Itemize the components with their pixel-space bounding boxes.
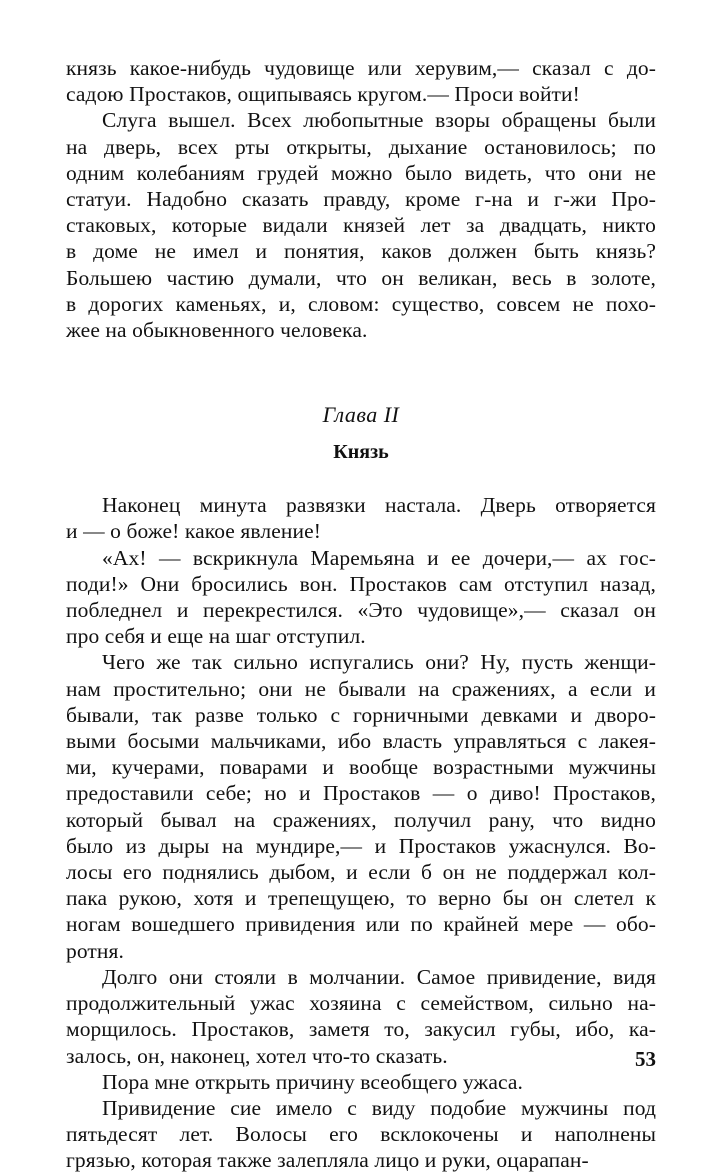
text-line: побледнел и перекрестился. «Это чудовище»,— сказал он (66, 598, 656, 623)
text-line: лосы его поднялись дыбом, и если б он не поддержал кол- (66, 860, 656, 885)
text-line: жее на обыкновенного человека. (66, 318, 368, 343)
page-number: 53 (635, 1047, 656, 1071)
text-line: на дверь, всех рты открыты, дыхание остановилось; по (66, 134, 656, 159)
text-line: в дорогих каменьях, и, словом: существо, совсем не похо- (66, 291, 656, 316)
text-line: Пора мне открыть причину всеобщего ужаса. (102, 1069, 524, 1094)
text-line: выми босыми мальчиками, ибо власть управляться с лакея- (66, 729, 656, 754)
text-line: морщилось. Простаков, заметя то, закусил губы, ибо, ка- (66, 1017, 656, 1042)
text-line: Долго они стояли в молчании. Самое привидение, видя (102, 964, 656, 989)
text-line: статуи. Надобно сказать правду, кроме г-на и г-жи Про- (66, 187, 656, 212)
text-line: Наконец минута развязки настала. Дверь отворяется (102, 493, 656, 518)
text-line: поди!» Они бросились вон. Простаков сам отступил назад, (66, 571, 656, 596)
text-line: продолжительный ужас хозяина с семейством, сильно на- (66, 991, 656, 1016)
section-gap (66, 343, 656, 401)
paragraph (66, 649, 656, 963)
text-after (66, 492, 656, 1173)
text-line: ногам вошедшего привидения или по крайней мере — обо- (66, 912, 656, 937)
text-line: пятьдесят лет. Волосы его всклокочены и наполнены (66, 1122, 656, 1147)
text-line: в доме не имел и понятия, каков должен быть князь? (66, 239, 656, 264)
text-line: было из дыры на мундире,— и Простаков ужаснулся. Во- (66, 833, 656, 858)
text-before (66, 55, 656, 343)
text-line: Чего же так сильно испугались они? Ну, пусть женщи- (102, 650, 656, 675)
page-body (66, 55, 656, 1174)
text-line: пака рукою, хотя и трепещущею, то верно бы он слетел к (66, 886, 656, 911)
text-line: Слуга вышел. Всех любопытные взоры обращены были (102, 108, 656, 133)
paragraph (66, 1095, 656, 1174)
text-line: нам простительно; они не бывали на сражениях, а если и (66, 676, 656, 701)
text-line: бывали, так разве только с горничными девками и дворо- (66, 702, 656, 727)
text-line: предоставили себе; но и Простаков — о диво! Простаков, (66, 781, 656, 806)
text-line: и — о боже! какое явление! (66, 519, 321, 544)
text-line: который бывал на сражениях, получил рану, что видно (66, 807, 656, 832)
paragraph (66, 55, 656, 107)
text-line: ми, кучерами, поварами и вообще возрастными мужчины (66, 755, 656, 780)
paragraph (66, 545, 656, 650)
text-line: про себя и еще на шаг отступил. (66, 624, 366, 649)
text-line: ротня. (66, 938, 124, 963)
text-line: Привидение сие имело с виду подобие мужчины под (102, 1095, 656, 1120)
text-line: стаковых, которые видали князей лет за двадцать, никто (66, 213, 656, 238)
paragraph (66, 1069, 656, 1095)
text-line: одним колебаниям грудей можно было видеть, что они не (66, 160, 656, 185)
paragraph (66, 107, 656, 343)
chapter-label: Глава II (322, 402, 400, 428)
text-line: «Ах! — вскрикнула Маремьяна и ее дочери,— ах гос- (102, 545, 656, 570)
text-line: грязью, которая также залепляла лицо и руки, оцарапан- (66, 1148, 589, 1173)
paragraph (66, 964, 656, 1069)
text-line: Большею частию думали, что он великан, весь в золоте, (66, 265, 656, 290)
text-line: залось, он, наконец, хотел что-то сказать. (66, 1043, 448, 1068)
paragraph (66, 492, 656, 544)
text-line: садою Простаков, ощипываясь кругом.— Проси войти! (66, 82, 580, 107)
chapter-title: Князь (333, 441, 389, 464)
text-line: князь какое-нибудь чудовище или херувим,— сказал с до- (66, 56, 656, 80)
